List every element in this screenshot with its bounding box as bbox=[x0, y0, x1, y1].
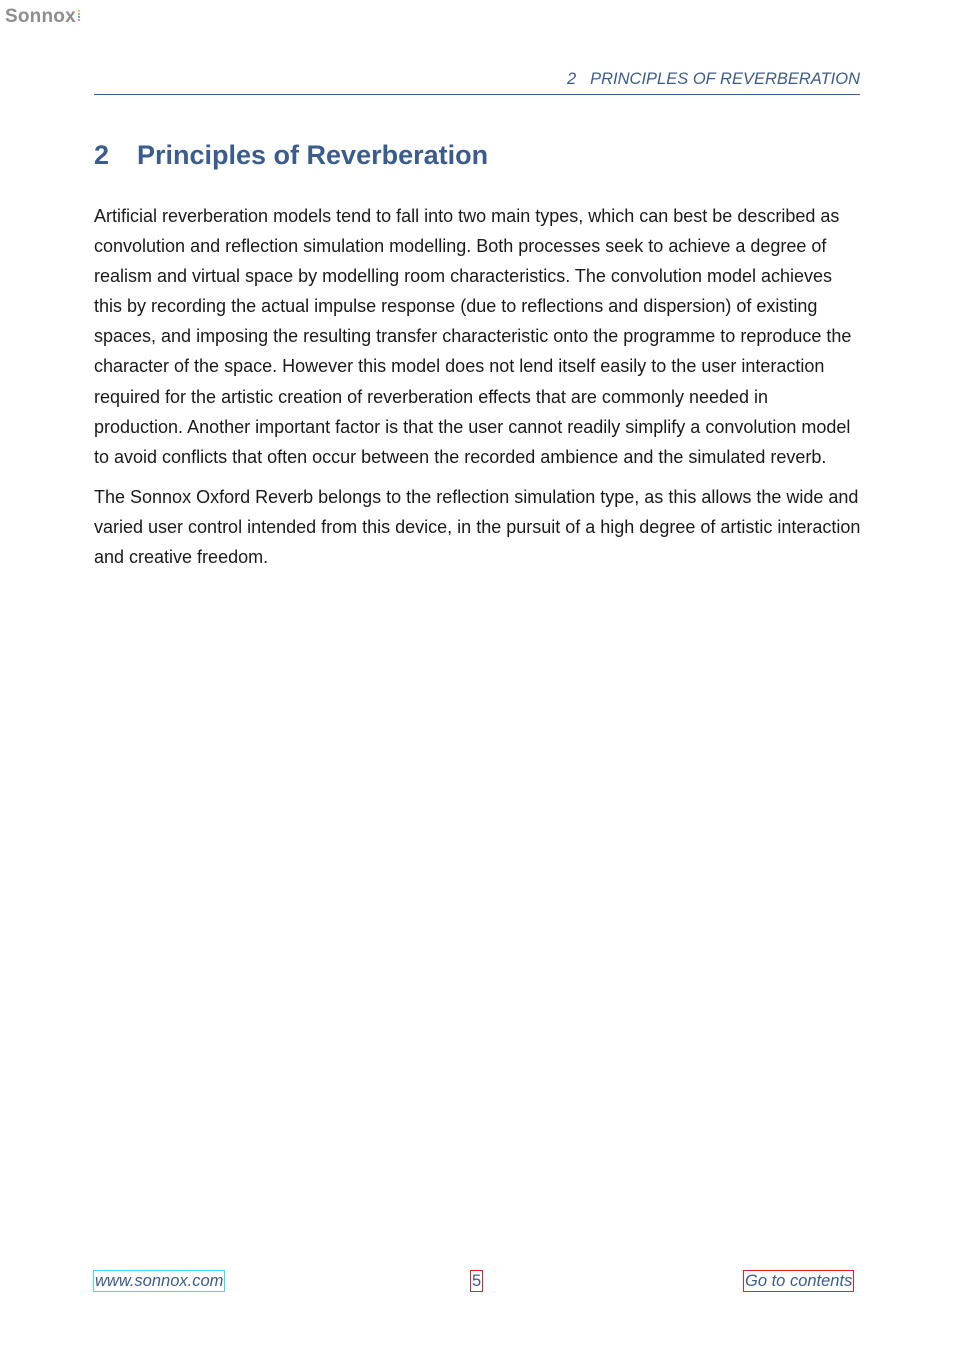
body-text bbox=[94, 201, 862, 582]
running-header-label: PRINCIPLES OF REVERBERATION bbox=[590, 70, 860, 88]
section-title-text: Principles of Reverberation bbox=[137, 140, 489, 170]
website-link[interactable]: www.sonnox.com bbox=[95, 1272, 224, 1290]
section-number: 2 bbox=[94, 140, 110, 170]
logo-dots-icon bbox=[78, 10, 80, 22]
header-rule bbox=[94, 94, 860, 95]
go-to-contents-link[interactable]: Go to contents bbox=[745, 1272, 853, 1290]
logo-text: Sonnox bbox=[5, 6, 76, 27]
logo-dot bbox=[78, 16, 80, 18]
logo-dot bbox=[78, 13, 80, 15]
logo-dot bbox=[78, 10, 80, 12]
running-header bbox=[94, 70, 860, 89]
logo-dot bbox=[78, 19, 80, 21]
section-title bbox=[94, 139, 488, 171]
sonnox-logo bbox=[5, 6, 80, 28]
paragraph: Artificial reverberation models tend to fall into two main types, which can best be described as convolution and reflection simulation modelling. Both processes seek to achieve a degree of realism and virtual space by modelling room characteristics. The convolution model achieves this by recording the actual impulse response (due to reflections and dispersion) of existing spaces, and imposing the resulting transfer characteristic onto the programme to reproduce the character of the space. However this model does not lend itself easily to the user interaction required for the artistic creation of reverberation effects that are commonly needed in production. Another important factor is that the user cannot readily simplify a convolution model to avoid conflicts that often occur between the recorded ambience and the simulated reverb. bbox=[94, 206, 852, 467]
paragraph: The Sonnox Oxford Reverb belongs to the reflection simulation type, as this allows the wide and varied user control intended from this device, in the pursuit of a high degree of artistic interaction and creative freedom. bbox=[94, 486, 861, 568]
page-number-link[interactable]: 5 bbox=[472, 1272, 482, 1290]
running-header-number: 2 bbox=[566, 70, 577, 88]
